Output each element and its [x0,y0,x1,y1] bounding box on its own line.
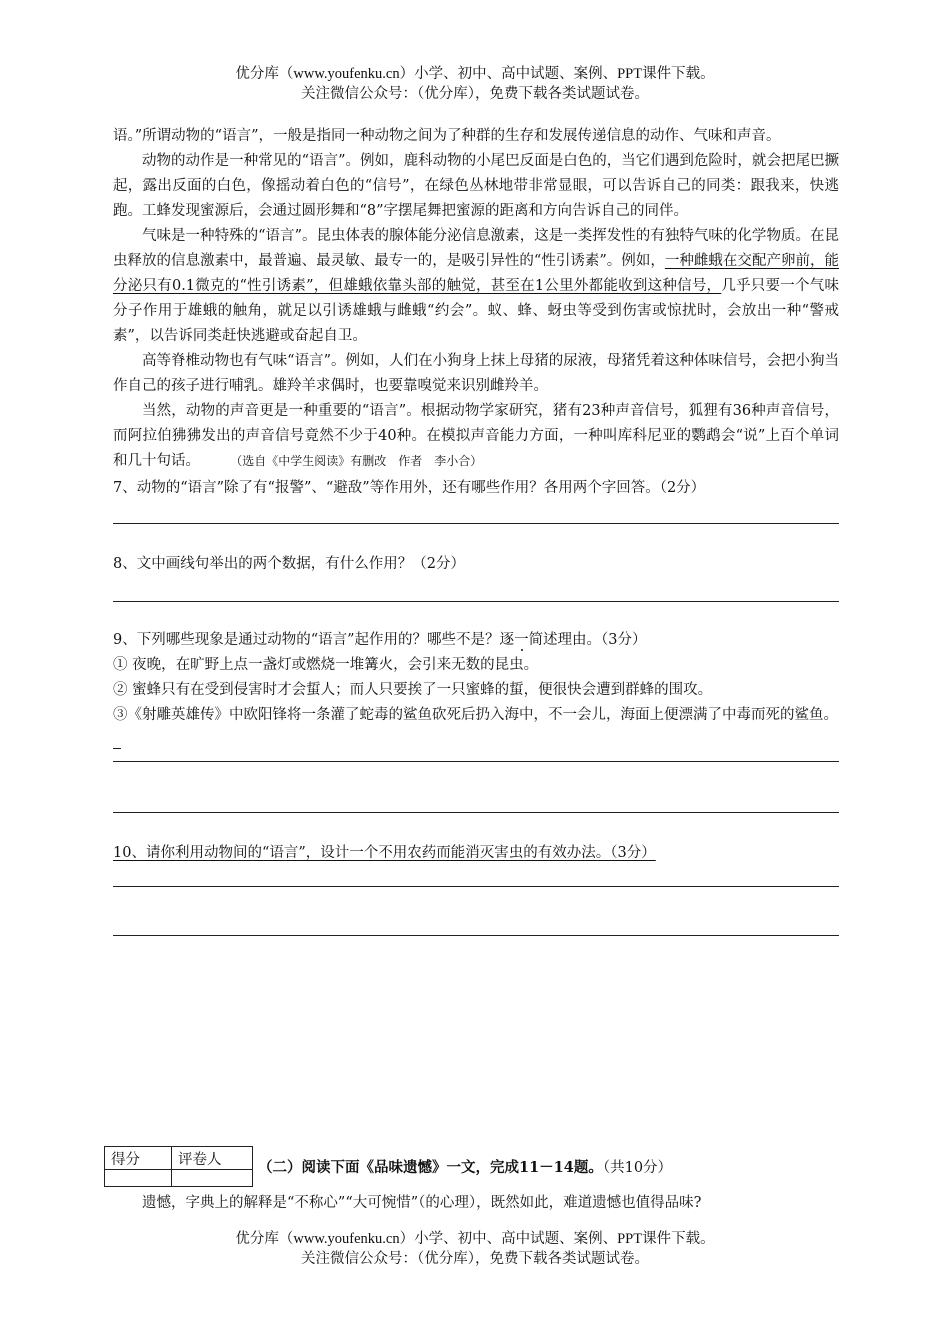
header-line-1: 优分库（www.youfenku.cn）小学、初中、高中试题、案例、PPT课件下载。 [235,66,715,82]
question-9 [113,628,839,653]
question-9-item-1: ① 夜晚，在旷野上点一盏灯或燃烧一堆篝火，会引来无数的昆虫。 [113,657,539,673]
answer-line-7[interactable] [113,501,839,524]
section-2-points: （共10分） [602,1160,673,1176]
blank-mark [113,734,121,749]
passage-paragraph-3: 高等脊椎动物也有气味“语言”。例如，人们在小狗身上抹上母猪的尿液，母猪凭着这种体味信号，会把小狗当作自己的孩子进行哺乳。雄羚羊求偶时，也要靠嗅觉来识别雌羚羊。 [113,353,839,394]
score-table [104,1146,253,1187]
section-2-first-line: 遗憾，字典上的解释是“不称心”“大可惋惜”（的心理），既然如此，难道遗憾也值得品味? [142,1195,702,1211]
footer-line-2: 关注微信公众号：（优分库），免费下载各类试题试卷。 [301,1251,649,1267]
answer-line-9a[interactable] [113,749,839,762]
footer-line-1: 优分库（www.youfenku.cn）小学、初中、高中试题、案例、PPT课件下载。 [235,1231,715,1247]
header-line-2: 关注微信公众号：（优分库），免费下载各类试题试卷。 [301,86,649,102]
passage-paragraph-1: 动物的动作是一种常见的“语言”。例如，鹿科动物的小尾巴反面是白色的，当它们遇到危险时，就会把尾巴撅起，露出反面的白色，像摇动着白色的“信号”，在绿色丛林地带非常显眼，可以告诉自己的同类：跟我来，快逃跑。工蜂发现蜜源后，会通过圆形舞和“8”字摆尾舞把蜜源的距离和方向告诉自己的同伴。 [113,153,839,219]
grader-label: 评卷人 [172,1147,253,1170]
emphasis-dot-char: 一 [514,632,529,648]
grader-cell[interactable] [172,1170,253,1187]
answer-line-10b[interactable] [113,887,839,936]
passage-paragraph-2 [113,224,839,349]
answer-line-9b[interactable] [113,762,839,813]
score-cell[interactable] [105,1170,172,1187]
passage-text: 气味是一种特殊的“语言”。昆虫体表的腺体能分泌信息激素，这是一类挥发性的有独特气味的化学物质。在昆虫释放的信息激素中，最普遍、最灵敏、最专一的，是吸引异性的“性引诱素”。例如， [113,228,839,269]
passage-text: 当然，动物的声音更是一种重要的“语言”。根据动物学家研究，猪有23种声音信号，狐狸有36种声音信号，而阿拉伯狒狒发出的声音信号竟然不少于40种。在模拟声音能力方面，一种叫库科尼亚的鹦鹉会“说”上百个单词和几十句话。 [113,403,839,469]
reading-passage [113,124,839,936]
answer-line-10a[interactable] [113,866,839,887]
page-footer [0,1229,950,1269]
underlined-sentence: 一种雌蛾在交配产卵前，能分泌只有0.1微克的“性引诱素”，但雄蛾依靠头部的触觉，甚至在1公里外都能收到这种信号， [113,253,840,294]
answer-line-8[interactable] [113,577,839,602]
question-7: 7、动物的“语言”除了有“报警”、“避敌”等作用外，还有哪些作用？各用两个字回答。（2分） [113,480,706,496]
question-10: 10、请你利用动物间的“语言”，设计一个不用农药而能消灭害虫的有效办法。（3分） [113,845,656,861]
passage-text: 几乎只要一个气味分子作用于雄蛾的触角，就足以引诱雄蛾与雌蛾“约会”。蚁、蜂、蚜虫等受到伤害或惊扰时，会放出一种“警戒素”，以告诉同类赶快逃避或奋起自卫。 [113,278,840,344]
question-8: 8、文中画线句举出的两个数据，有什么作用？（2分） [113,556,465,572]
section-2-title [258,1156,672,1177]
question-9-text: 简述理由。（3分） [528,632,647,648]
question-9-item-2: ② 蜜蜂只有在受到侵害时才会蜇人；而人只要挨了一只蜜蜂的蜇，便很快会遭到群蜂的围攻。 [113,682,713,698]
section-2-title-text: （二）阅读下面《品味遗憾》一文，完成11－14题。 [258,1159,603,1176]
page-header [0,64,950,104]
passage-paragraph-4 [113,399,839,474]
question-9-item-3: ③《射雕英雄传》中欧阳锋将一条灌了蛇毒的鲨鱼砍死后扔入海中，不一会儿，海面上便漂满了中毒而死的鲨鱼。 [113,707,838,723]
passage-paragraph-0: 语。”所谓动物的“语言”，一般是指同一种动物之间为了种群的生存和发展传递信息的动作、气味和声音。 [113,128,781,144]
question-9-text: 9、下列哪些现象是通过动物的“语言”起作用的？哪些不是？逐 [113,632,515,648]
passage-source: （选自《中学生阅读》有删改 作者 李小合） [236,454,483,468]
score-label: 得分 [105,1147,172,1170]
